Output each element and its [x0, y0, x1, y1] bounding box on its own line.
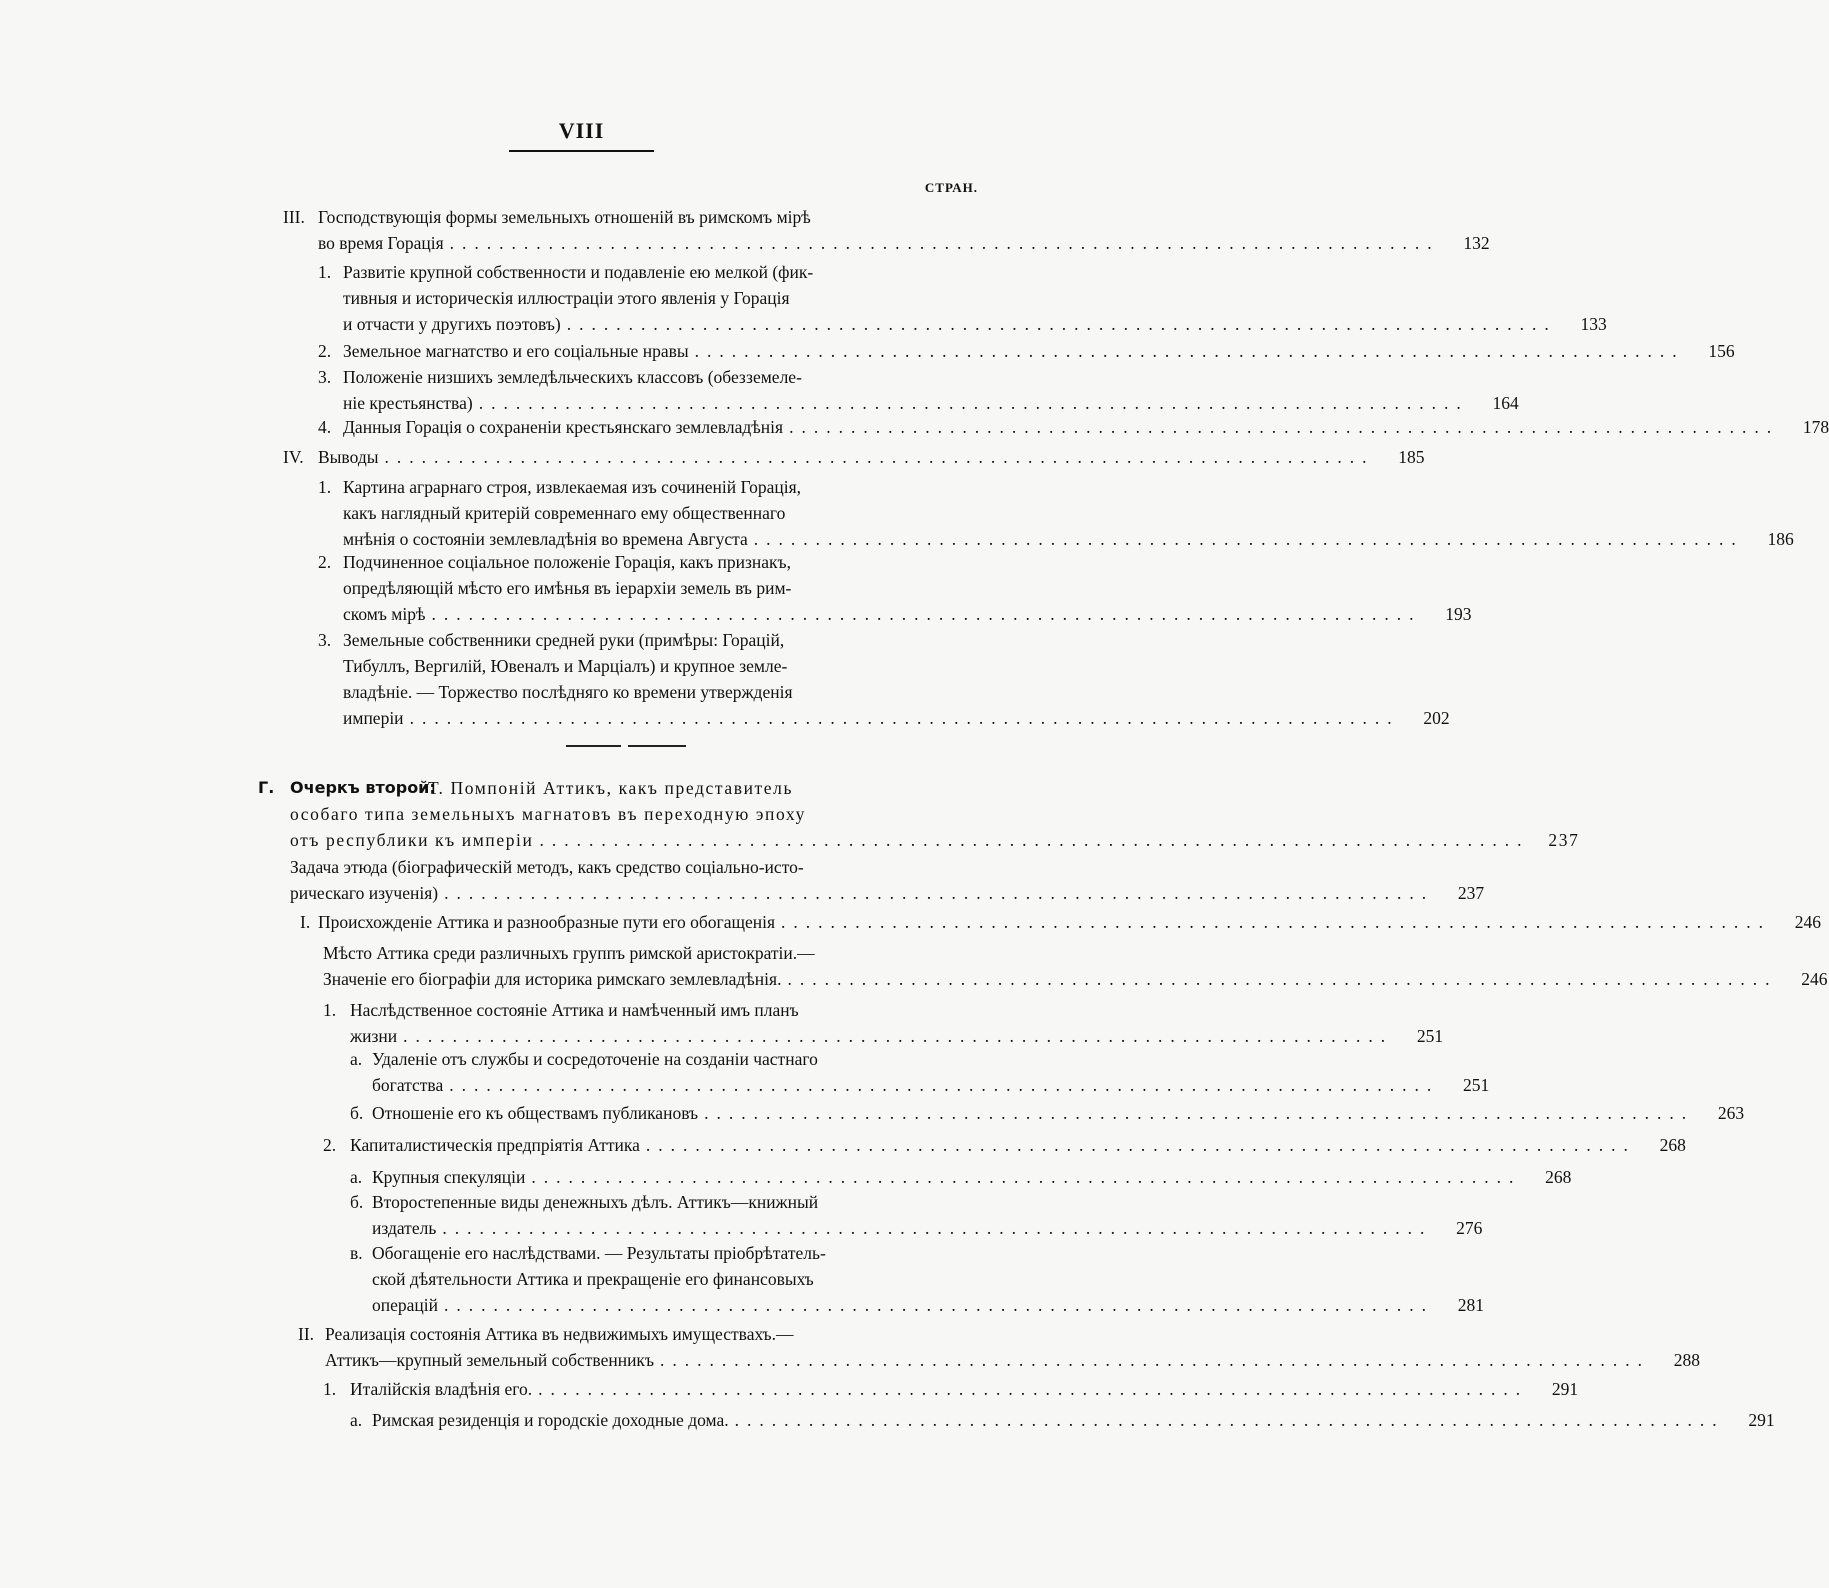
toc-entry-text: Земельное магнатство и его соціальные нравы — [343, 341, 689, 361]
leader-dots: ................................................................................ — [444, 883, 1435, 903]
toc-entry-text: Развитіе крупной собственности и подавленіе ею мелкой (фик- — [343, 262, 814, 282]
toc-entry-page: 156 — [1708, 341, 1735, 361]
toc-entry-text: Задача этюда (біографическій методъ, какъ средство соціально-исто- — [290, 857, 804, 877]
toc-entry-page: 178 — [1802, 417, 1829, 437]
toc-entry-text: отъ республики къ имперіи — [290, 830, 534, 850]
toc-entry-text: во время Горація — [318, 233, 444, 253]
toc-entry-label: 3. — [318, 630, 332, 650]
toc-entry-text: Отношеніе его къ обществамъ публикановъ — [372, 1103, 699, 1123]
toc-entry-text: и отчасти у другихъ поэтовъ) — [343, 314, 561, 334]
toc-entry-text: Италійскія владѣнія его. — [350, 1379, 533, 1399]
leader-dots: ................................................................................ — [538, 1379, 1529, 1399]
toc-entry-text: Земельные собственники средней руки (примѣры: Горацій, — [343, 630, 785, 650]
toc-entry-page: 202 — [1423, 708, 1450, 728]
toc-entry-text: Римская резиденція и городскіе доходные дома. — [372, 1410, 729, 1430]
toc-entry-label: а. — [350, 1049, 363, 1069]
toc-entry-page: 268 — [1659, 1135, 1686, 1155]
toc-entry-text: Аттикъ—крупный земельный собственникъ — [325, 1350, 654, 1370]
page-column-heading: СТРАН. — [924, 180, 978, 195]
leader-dots: ................................................................................ — [704, 1103, 1695, 1123]
toc-entry-page: 263 — [1717, 1103, 1745, 1123]
toc-entry-page: 133 — [1580, 314, 1607, 334]
toc-entry-text: мнѣнія о состояніи землевладѣнія во времена Августа — [343, 529, 748, 549]
toc-entry-text: Крупныя спекуляціи — [372, 1167, 526, 1187]
toc-entry-text: Реализація состоянія Аттика въ недвижимыхъ имуществахъ.— — [325, 1324, 794, 1344]
toc-entry-label: 4. — [318, 417, 332, 437]
leader-dots: ................................................................................ — [431, 604, 1422, 624]
leader-dots: ................................................................................ — [478, 393, 1469, 413]
toc-entry-text: опредѣляющій мѣсто его имѣнья въ іерархіи земель въ рим- — [343, 578, 792, 598]
toc-entry-text: Тибуллъ, Вергилій, Ювеналъ и Марціалъ) и крупное земле- — [343, 656, 788, 676]
toc-entry-text: тивныя и историческія иллюстраціи этого явленія у Горація — [343, 288, 790, 308]
page-number: VIII — [509, 118, 655, 152]
section-divider — [566, 745, 686, 747]
toc-entry-page: 268 — [1545, 1167, 1572, 1187]
toc-entry-page: 291 — [1748, 1410, 1775, 1430]
toc-entry-text: имперіи — [343, 708, 404, 728]
toc-entry-text: ніе крестьянства) — [343, 393, 473, 413]
toc-entry-text: операцій — [372, 1295, 438, 1315]
toc-entry-page: 246 — [1801, 969, 1828, 989]
toc-entry-label: 2. — [323, 1135, 337, 1155]
leader-dots: ................................................................................ — [409, 708, 1400, 728]
toc-entry-page: 281 — [1457, 1295, 1484, 1315]
toc-entry-text: жизни — [350, 1026, 398, 1046]
toc-entry-label: 1. — [323, 1379, 337, 1399]
toc-entry-label: 1. — [323, 1000, 337, 1020]
toc-entry-text: Т. Помпоній Аттикъ, какъ представитель — [428, 778, 794, 798]
leader-dots: ................................................................................ — [694, 341, 1685, 361]
toc-entry-text: Картина аграрнаго строя, извлекаемая изъ сочиненій Горація, — [343, 477, 802, 497]
leader-dots: ................................................................................ — [645, 1135, 1636, 1155]
leader-dots: ................................................................................ — [787, 969, 1778, 989]
toc-entry-text: рическаго изученія) — [290, 883, 439, 903]
leader-dots: ................................................................................ — [753, 529, 1744, 549]
toc-entry-text: Мѣсто Аттика среди различныхъ группъ римской аристократіи.— — [323, 943, 815, 963]
leader-dots: ................................................................................ — [660, 1350, 1650, 1370]
toc-entry-label: а. — [350, 1167, 363, 1187]
toc-entry-text: Капиталистическія предпріятія Аттика — [350, 1135, 640, 1155]
toc-entry-label: I. — [300, 912, 311, 932]
toc-entry-label: а. — [350, 1410, 363, 1430]
leader-dots: ................................................................................ — [384, 447, 1375, 467]
toc-entry-text: Подчиненное соціальное положеніе Горація, какъ признакъ, — [343, 552, 791, 572]
toc-entry-label: 2. — [318, 552, 332, 572]
leader-dots: ................................................................................ — [566, 314, 1557, 334]
toc-entry-label: Г. — [258, 778, 275, 797]
toc-entry-text: владѣніе. — Торжество послѣдняго ко времени утвержденія — [343, 682, 793, 702]
toc-entry-text: ской дѣятельности Аттика и прекращеніе его финансовыхъ — [372, 1269, 814, 1289]
toc-entry-text: Второстепенные виды денежныхъ дѣлъ. Аттикъ—книжный — [372, 1192, 819, 1212]
toc-entry-page: 237 — [1548, 830, 1580, 850]
toc-entry-label: 1. — [318, 262, 332, 282]
toc-entry-page: 251 — [1462, 1075, 1490, 1095]
toc-entry-text: скомъ мірѣ — [343, 604, 426, 624]
toc-entry-text: Значеніе его біографіи для историка римскаго землевладѣнія. — [323, 969, 782, 989]
leader-dots: ................................................................................ — [531, 1167, 1522, 1187]
leader-dots: ................................................................................ — [734, 1410, 1725, 1430]
toc-entry-text: Господствующія формы земельныхъ отношеній въ римскомъ мірѣ — [318, 207, 811, 227]
toc-entry-text: Положеніе низшихъ земледѣльческихъ классовъ (обезземеле- — [343, 367, 802, 387]
toc-entry-label: б. — [350, 1192, 364, 1212]
toc-entry-label: б. — [350, 1103, 364, 1123]
toc-entry-text: Наслѣдственное состояніе Аттика и намѣченный имъ планъ — [350, 1000, 799, 1020]
toc-entry-text: Данныя Горація о сохраненіи крестьянскаго землевладѣнія — [343, 417, 784, 437]
toc-entry-label: II. — [298, 1324, 315, 1344]
toc-entry-label: 2. — [318, 341, 332, 361]
toc-entry-page: 246 — [1794, 912, 1822, 932]
toc-entry-bold-title: Очеркъ второй: — [290, 778, 436, 797]
toc-entry-text: богатства — [372, 1075, 444, 1095]
leader-dots: ................................................................................ — [539, 830, 1530, 850]
page-header — [0, 118, 1163, 152]
toc-entry-page: 237 — [1457, 883, 1485, 903]
toc-entry-page: 276 — [1456, 1218, 1483, 1238]
leader-dots: ................................................................................ — [449, 233, 1440, 253]
toc-entry-text: Выводы — [318, 447, 379, 467]
toc-entry-label: III. — [283, 207, 305, 227]
toc-entry-page: 288 — [1673, 1350, 1700, 1370]
toc-entry-text: какъ наглядный критерій современнаго ему общественнаго — [343, 503, 786, 523]
leader-dots: ................................................................................ — [403, 1026, 1394, 1046]
toc-entry-text: издатель — [372, 1218, 437, 1238]
toc-entry-label: 3. — [318, 367, 332, 387]
toc-entry-label: IV. — [283, 447, 304, 467]
leader-dots: ................................................................................ — [781, 912, 1772, 932]
toc-entry-text: особаго типа земельныхъ магнатовъ въ переходную эпоху — [290, 804, 806, 824]
toc-entry-text: Обогащеніе его наслѣдствами. — Результаты пріобрѣтатель- — [372, 1243, 826, 1263]
toc-entry-page: 164 — [1492, 393, 1519, 413]
toc-entry-page: 185 — [1398, 447, 1425, 467]
leader-dots: ................................................................................ — [789, 417, 1780, 437]
toc-entry-text: Происхожденіе Аттика и разнообразные пути его обогащенія — [318, 912, 776, 932]
toc-entry-page: 251 — [1416, 1026, 1444, 1046]
toc-entry-label: в. — [350, 1243, 363, 1263]
toc-entry-text: Удаленіе отъ службы и сосредоточеніе на созданіи частнаго — [372, 1049, 818, 1069]
toc-entry-label: 1. — [318, 477, 332, 497]
toc-entry-page: 186 — [1767, 529, 1794, 549]
leader-dots: ................................................................................ — [444, 1295, 1434, 1315]
toc-entry-page: 132 — [1463, 233, 1490, 253]
leader-dots: ................................................................................ — [449, 1075, 1440, 1095]
leader-dots: ................................................................................ — [442, 1218, 1433, 1238]
toc-entry-page: 193 — [1445, 604, 1472, 624]
toc-entry-page: 291 — [1551, 1379, 1579, 1399]
